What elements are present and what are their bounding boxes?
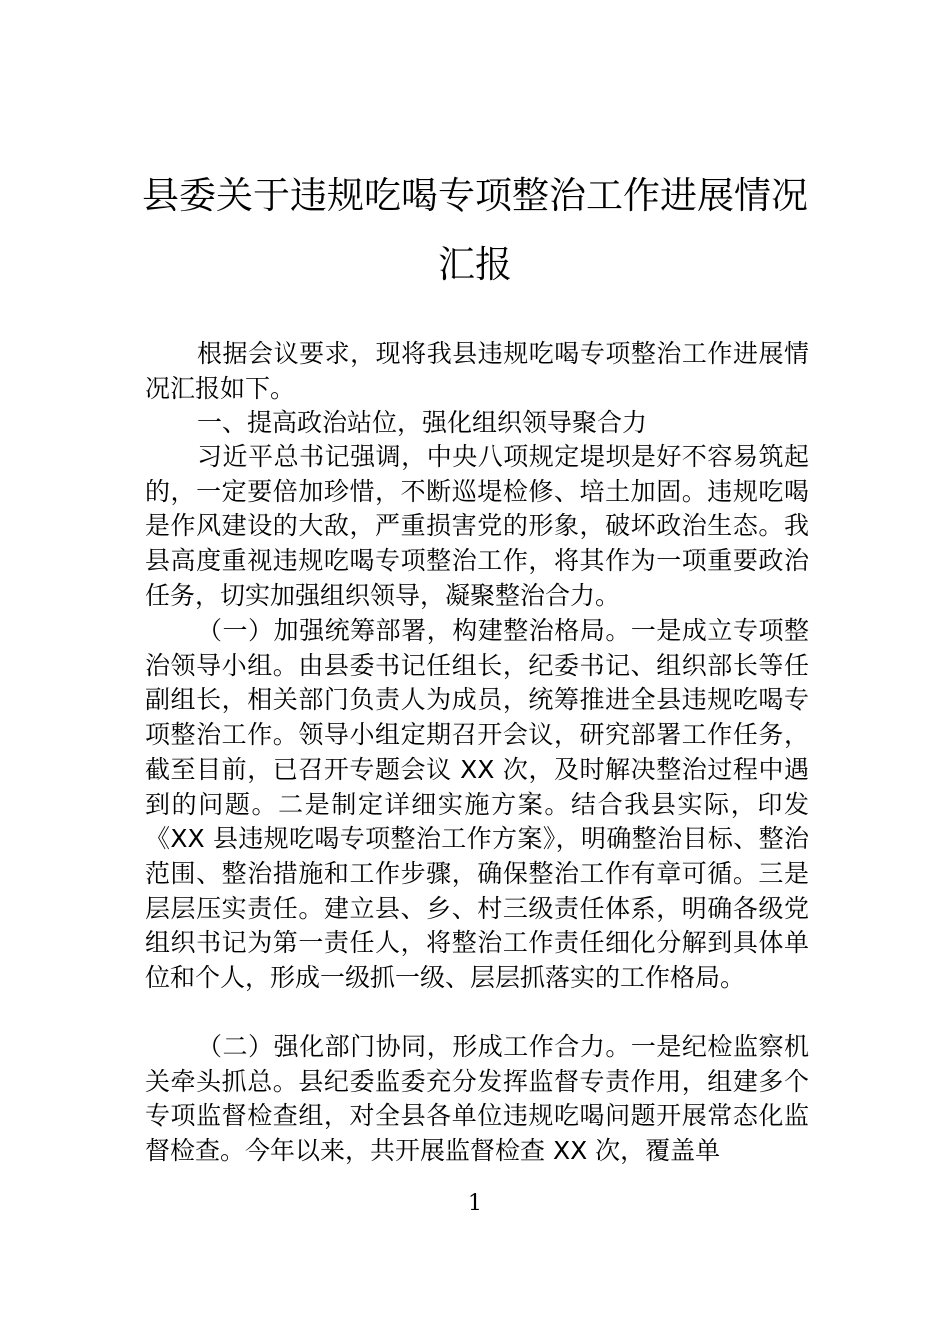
section-heading-1: 一、提高政治站位，强化组织领导聚合力: [197, 408, 648, 437]
document-title-line-2: 汇报: [438, 243, 512, 286]
intro-paragraph: 根据会议要求，现将我县违规吃喝专项整治工作进展情况汇报如下。: [145, 339, 809, 403]
body-paragraph-1: 习近平总书记强调，中央八项规定堤坝是好不容易筑起的，一定要倍加珍惜，不断巡堤检修、培土加固。违规吃喝是作风建设的大敌，严重损害党的形象，破坏政治生态。我县高度重视违规吃喝专项整治工作，将其作为一项重要政治任务，切实加强组织领导，凝聚整治合力。: [145, 442, 809, 610]
page-number: 1: [468, 1191, 482, 1216]
body-paragraph-2: （一）加强统筹部署，构建整治格局。一是成立专项整治领导小组。由县委书记任组长，纪委书记、组织部长等任副组长，相关部门负责人为成员，统筹推进全县违规吃喝专项整治工作。领导小组定期召开会议，研究部署工作任务，截至目前，已召开专题会议 XX 次，及时解决整治过程中遇到的问题。二是制定详细实施方案。结合我县实际，印发《XX 县违规吃喝专项整治工作方案》，明确整治目标、整治范围、整治措施和工作步骤，确保整治工作有章可循。三是层层压实责任。建立县、乡、村三级责任体系，明确各级党组织书记为第一责任人，将整治工作责任细化分解到具体单位和个人，形成一级抓一级、层层抓落实的工作格局。: [145, 616, 809, 993]
document-title-line-1: 县委关于违规吃喝专项整治工作进展情况: [142, 174, 808, 217]
body-paragraph-3: （二）强化部门协同，形成工作合力。一是纪检监察机关牵头抓总。县纪委监委充分发挥监督专责作用，组建多个专项监督检查组，对全县各单位违规吃喝问题开展常态化监督检查。今年以来，共开展监督检查 XX 次，覆盖单: [145, 1032, 809, 1166]
